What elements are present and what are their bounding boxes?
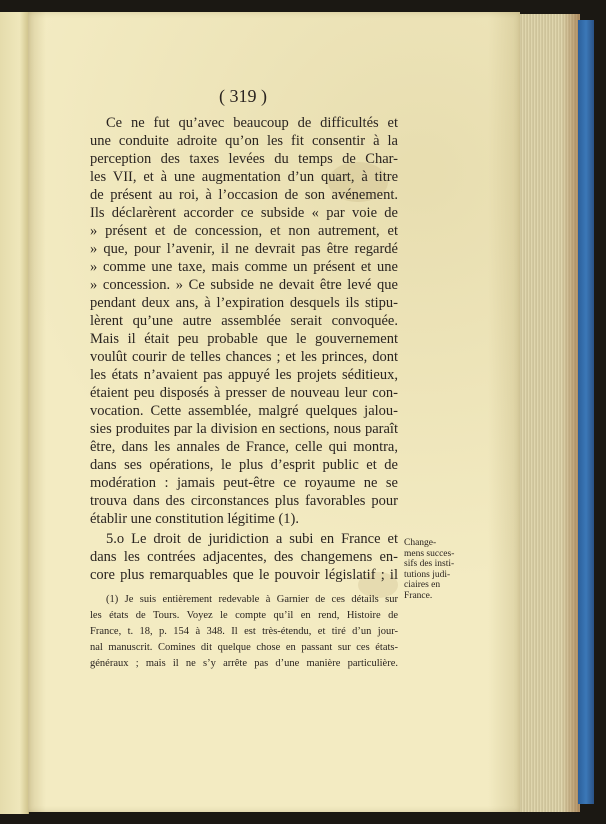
text-line: » comme une taxe, mais comme un présent et une <box>90 259 398 275</box>
text-line: core plus remarquables que le pouvoir législatif ; il <box>90 567 398 583</box>
facing-page-edge <box>0 12 29 814</box>
margin-note-line: Change- <box>404 538 437 548</box>
text-line: Mais il était peu probable que le gouvernement <box>90 331 398 347</box>
text-line: 5.o Le droit de juridiction a subi en France et <box>106 531 398 547</box>
footnote-line: les états de Tours. Voyez le compte qu’il en rend, Histoire de <box>90 610 398 621</box>
margin-note-line: mens succes- <box>404 548 455 559</box>
text-line: être, dans les annales de France, celle qui montra, <box>90 439 398 455</box>
text-line: » présent et de concession, et non autrement, et <box>90 223 398 239</box>
text-line: de présent au roi, à l’occasion de son avénement. <box>90 187 398 203</box>
margin-note-line: France. <box>404 590 433 601</box>
text-line: étaient peu disposés à presser de nouveau leur con- <box>90 385 398 401</box>
text-line: établir une constitution légitime (1). <box>90 511 299 527</box>
text-line: sies produites par la division en sections, nous paraît <box>90 421 398 437</box>
margin-note-line: ciaires en <box>404 580 441 590</box>
margin-note-line: sifs des insti- <box>404 559 455 569</box>
footnote-line: (1) Je suis entièrement redevable à Garnier de ces détails sur <box>106 594 398 605</box>
footnote-line: France, t. 18, p. 154 à 348. Il est très-étendu, et tiré d’un jour- <box>90 626 398 637</box>
text-line: une conduite adroite qu’on les fit consentir à la <box>90 133 398 149</box>
text-line: modération : jamais peut-être ce royaume ne se <box>90 475 398 491</box>
footnote-line: généraux ; mais il ne s’y arrête pas d’une manière particulière. <box>90 658 398 669</box>
text-line: lèrent qu’une autre assemblée serait convoquée. <box>90 313 398 329</box>
text-line: perception des taxes levées du temps de Char- <box>90 151 398 167</box>
book-page-edges <box>514 14 580 812</box>
text-line: » que, pour l’avenir, il ne devrait pas être regardé <box>90 241 398 257</box>
text-line: » concession. » Ce subside ne devait être levé que <box>90 277 398 293</box>
footnote-line: nal manuscrit. Comines dit quelque chose en passant sur ces états- <box>90 642 398 653</box>
text-line: voulût courir de telles chances ; et les princes, dont <box>90 349 398 365</box>
text-line: les états n’avaient pas appuyé les projets séditieux, <box>90 367 398 383</box>
text-line: pendant deux ans, à l’expiration desquels ils stipu- <box>90 295 398 311</box>
book-page <box>28 12 520 812</box>
margin-note <box>404 538 464 601</box>
text-line: vocation. Cette assemblée, malgré quelques jalou- <box>90 403 398 419</box>
text-line: dans ses opérations, le plus d’esprit public et de <box>90 457 398 473</box>
text-line: trouva dans des circonstances plus favorables pour <box>90 493 398 509</box>
text-line: dans les contrées adjacentes, des changemens en- <box>90 549 398 565</box>
page-number: ( 319 ) <box>219 86 267 106</box>
text-line: les VII, et à une augmentation d’un quart, à titre <box>90 169 398 185</box>
margin-note-line: tutions judi- <box>404 569 451 580</box>
book-cover-edge <box>578 20 594 804</box>
text-line: Ils déclarèrent accorder ce subside « par voie de <box>90 205 398 221</box>
text-line: Ce ne fut qu’avec beaucoup de difficultés et <box>106 115 398 131</box>
